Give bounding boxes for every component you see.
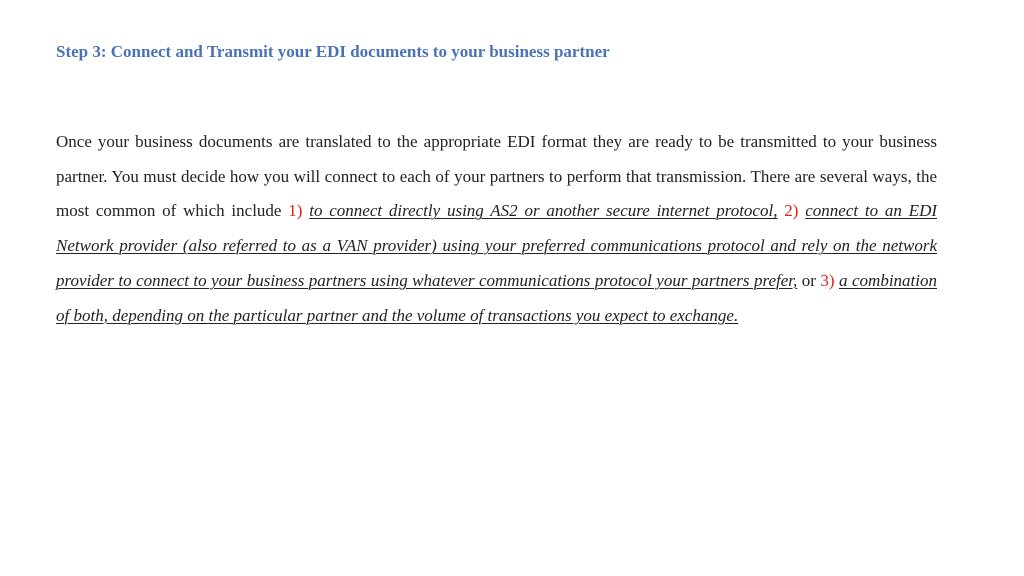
body-paragraph (56, 125, 937, 333)
option-2-number: 2) (784, 201, 799, 221)
option-1-number: 1) (288, 201, 303, 221)
option-1-text: to connect directly using AS2 or another secure internet protocol, (309, 201, 778, 221)
step-heading: Step 3: Connect and Transmit your EDI documents to your business partner (56, 42, 610, 61)
option-2-text: connect to an EDI Network provider (also referred to as a VAN provider) using your preferred communications protocol and rely on the network provider to connect to your business partners using whatever communications protocol your partners prefer, (56, 201, 938, 290)
option-3-text: a combination of both, depending on the particular partner and the volume of transactions you expect to exchange. (56, 270, 938, 325)
paragraph-intro: Once your business documents are translated to the appropriate EDI format they are ready to be transmitted to your business partner. You must decide how you will connect to each of your partners to perform that transmission. There are several ways, the most common of which include (56, 132, 937, 221)
connector-word: or (801, 270, 816, 290)
option-3-number: 3) (820, 270, 835, 290)
